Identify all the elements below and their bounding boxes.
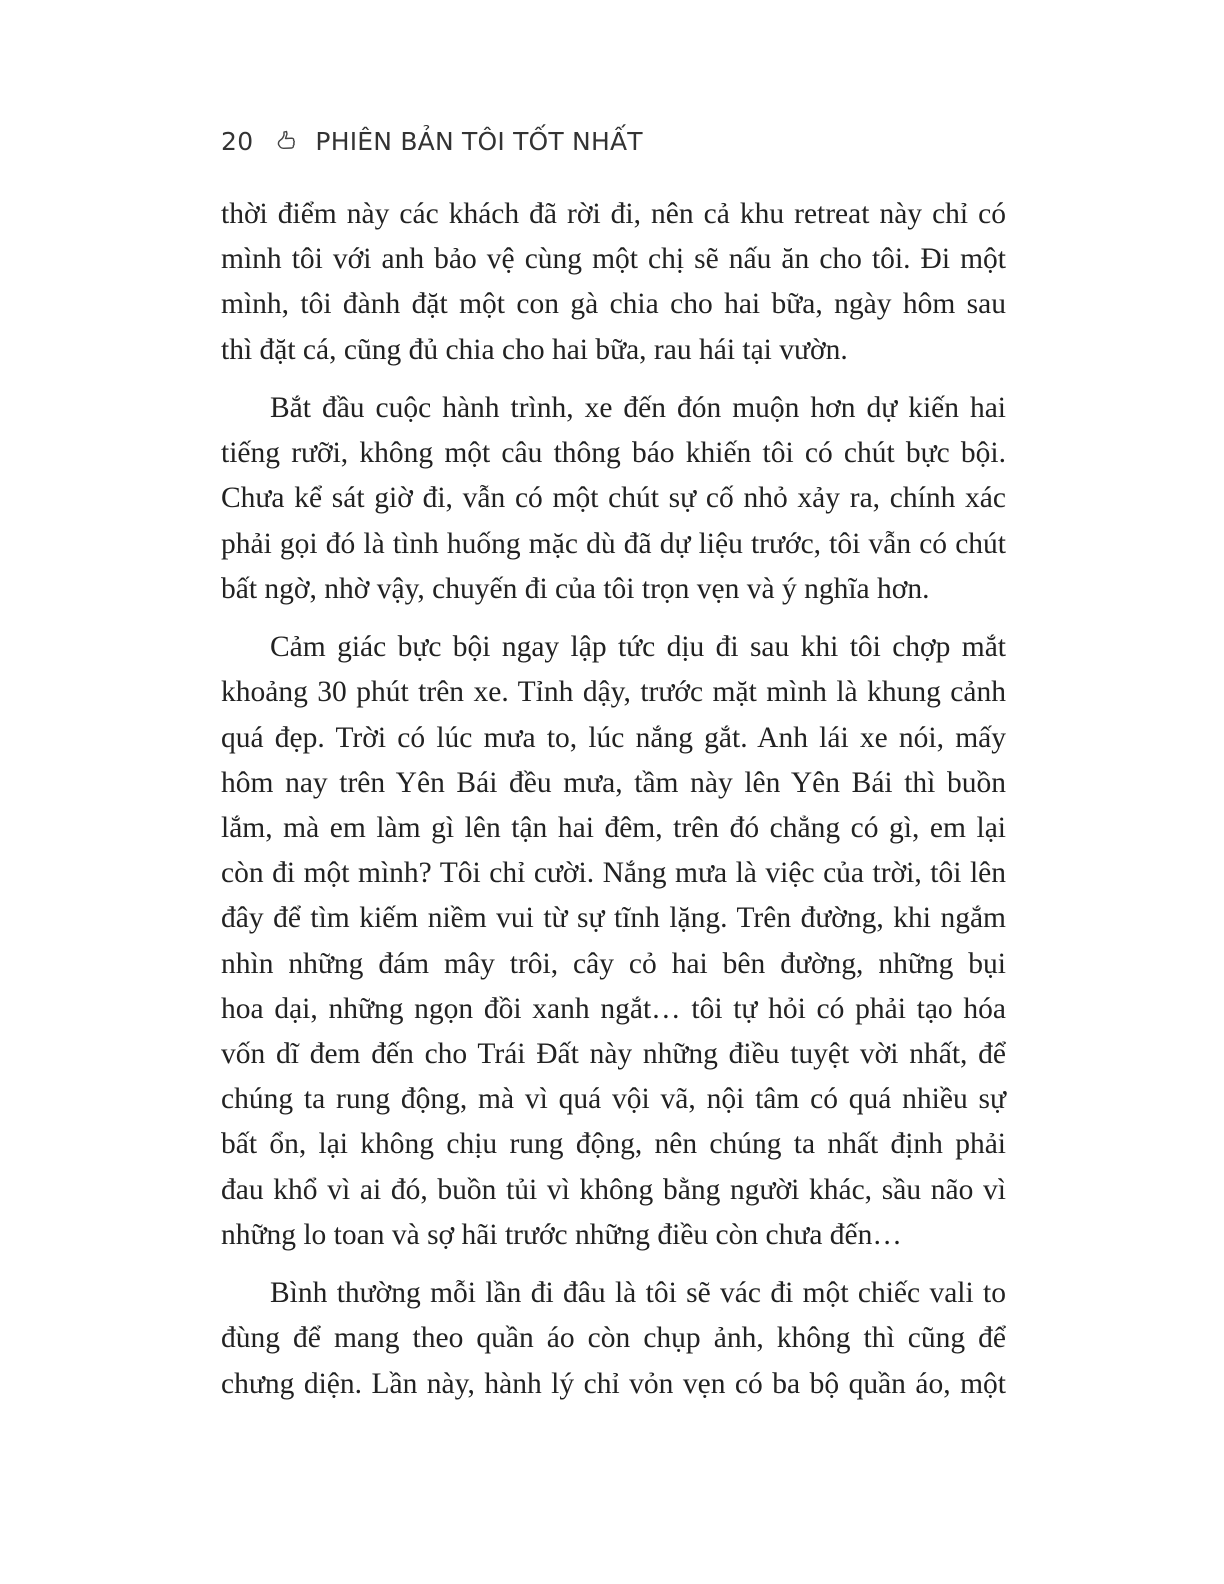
text-line: hôm nay trên Yên Bái đều mưa, tầm này lên Yên Bái thì buồn — [221, 766, 1006, 799]
text-line: tiếng rưỡi, không một câu thông báo khiến tôi có chút bực bội. — [221, 437, 1006, 470]
text-line: khoảng 30 phút trên xe. Tỉnh dậy, trước mặt mình là khung cảnh — [221, 676, 1006, 709]
text-line: đây để tìm kiếm niềm vui từ sự tĩnh lặng. Trên đường, khi ngắm — [221, 902, 1006, 935]
text-line: mình, tôi đành đặt một con gà chia cho hai bữa, ngày hôm sau — [221, 288, 1006, 321]
paragraph-2 — [221, 386, 1006, 612]
paragraph-1 — [221, 192, 1006, 373]
text-line: nhìn những đám mây trôi, cây cỏ hai bên đường, những bụi — [221, 947, 1006, 980]
text-line: chúng ta rung động, mà vì quá vội vã, nội tâm có quá nhiều sự — [221, 1083, 1006, 1116]
paragraph-3 — [221, 625, 1006, 1258]
text-line: vốn dĩ đem đến cho Trái Đất này những điều tuyệt vời nhất, để — [221, 1038, 1006, 1071]
text-line: đau khổ vì ai đó, buồn tủi vì không bằng người khác, sầu não vì — [221, 1173, 1006, 1206]
text-line: lắm, mà em làm gì lên tận hai đêm, trên đó chẳng có gì, em lại — [221, 812, 1006, 845]
page-body — [221, 192, 1006, 1407]
text-line: hoa dại, những ngọn đồi xanh ngắt… tôi tự hỏi có phải tạo hóa — [221, 992, 1006, 1025]
text-line: bất ngờ, nhờ vậy, chuyến đi của tôi trọn vẹn và ý nghĩa hơn. — [221, 572, 930, 605]
text-line: chưng diện. Lần này, hành lý chỉ vỏn vẹn có ba bộ quần áo, một — [221, 1367, 1006, 1400]
text-line: mình tôi với anh bảo vệ cùng một chị sẽ nấu ăn cho tôi. Đi một — [221, 243, 1006, 276]
text-line: quá đẹp. Trời có lúc mưa to, lúc nắng gắt. Anh lái xe nói, mấy — [221, 721, 1006, 754]
text-line: còn đi một mình? Tôi chỉ cười. Nắng mưa là việc của trời, tôi lên — [221, 857, 1006, 890]
running-header — [221, 121, 643, 161]
paragraph-4 — [221, 1271, 1006, 1407]
book-title: PHIÊN BẢN TÔI TỐT NHẤT — [315, 126, 643, 156]
page-number: 20 — [221, 126, 254, 156]
text-line: Cảm giác bực bội ngay lập tức dịu đi sau khi tôi chợp mắt — [270, 631, 1006, 664]
text-line: Chưa kể sát giờ đi, vẫn có một chút sự cố nhỏ xảy ra, chính xác — [221, 482, 1006, 515]
text-line: Bình thường mỗi lần đi đâu là tôi sẽ vác đi một chiếc vali to — [270, 1277, 1006, 1310]
text-line: những lo toan và sợ hãi trước những điều còn chưa đến… — [221, 1218, 902, 1251]
text-line: bất ổn, lại không chịu rung động, nên chúng ta nhất định phải — [221, 1128, 1006, 1161]
text-line: đùng để mang theo quần áo còn chụp ảnh, không thì cũng để — [221, 1322, 1006, 1355]
thumbs-up-icon — [275, 129, 297, 153]
text-line: phải gọi đó là tình huống mặc dù đã dự liệu trước, tôi vẫn có chút — [221, 527, 1006, 560]
text-line: thời điểm này các khách đã rời đi, nên cả khu retreat này chỉ có — [221, 198, 1006, 230]
text-line: thì đặt cá, cũng đủ chia cho hai bữa, rau hái tại vườn. — [221, 333, 848, 366]
text-line: Bắt đầu cuộc hành trình, xe đến đón muộn hơn dự kiến hai — [270, 392, 1006, 424]
